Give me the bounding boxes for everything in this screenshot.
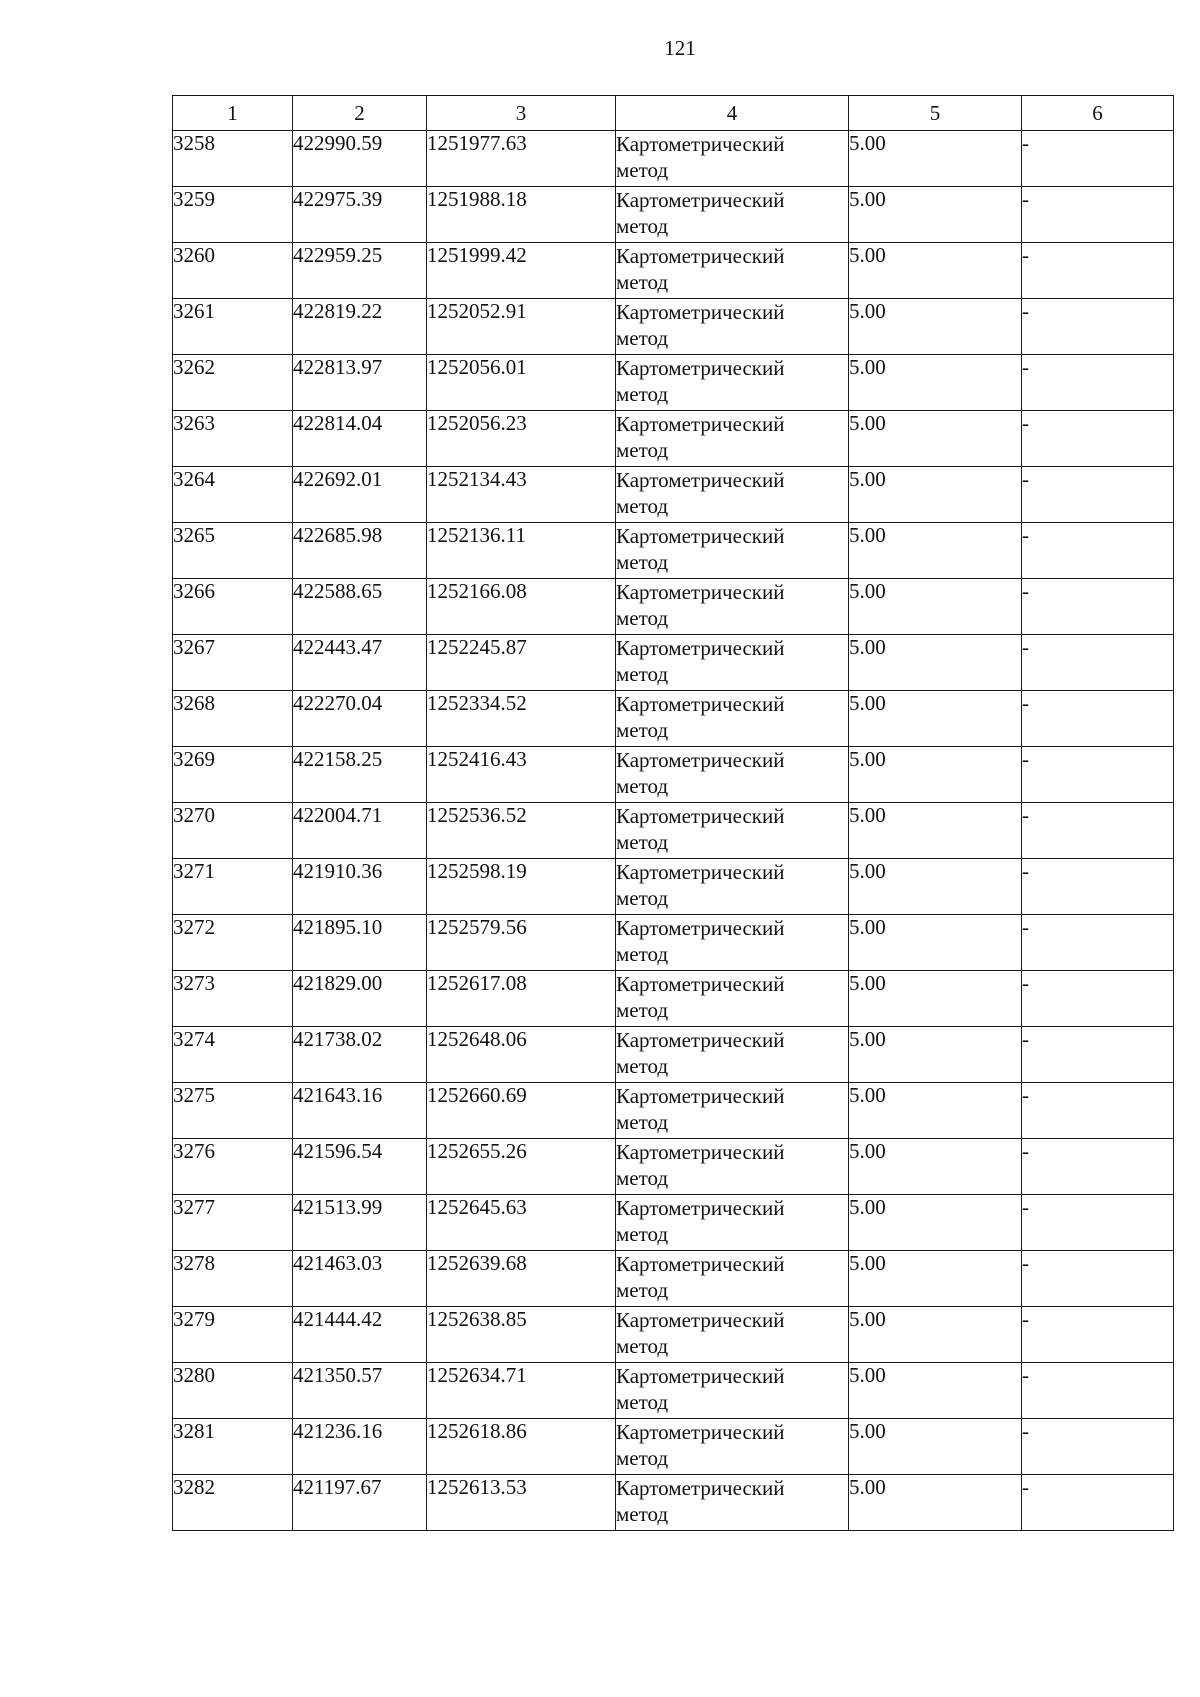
table-row xyxy=(173,1475,1174,1531)
page-number: 121 xyxy=(664,36,696,60)
point-number-cell: 3264 xyxy=(173,467,293,523)
point-number-cell: 3282 xyxy=(173,1475,293,1531)
method-line-2: метод xyxy=(616,1502,669,1526)
note-cell: - xyxy=(1022,131,1174,187)
y-coordinate-cell: 1252136.11 xyxy=(427,523,616,579)
note-cell: - xyxy=(1022,1195,1174,1251)
method-line-1: Картометрический xyxy=(616,1252,785,1276)
accuracy-cell: 5.00 xyxy=(849,1195,1022,1251)
method-line-1: Картометрический xyxy=(616,1308,785,1332)
table-row xyxy=(173,1363,1174,1419)
accuracy-cell: 5.00 xyxy=(849,971,1022,1027)
header-col-3: 3 xyxy=(427,96,616,131)
y-coordinate-cell: 1252536.52 xyxy=(427,803,616,859)
point-number-cell: 3273 xyxy=(173,971,293,1027)
method-line-2: метод xyxy=(616,270,669,294)
accuracy-cell: 5.00 xyxy=(849,355,1022,411)
table-row xyxy=(173,691,1174,747)
x-coordinate-cell: 421197.67 xyxy=(293,1475,427,1531)
x-coordinate-cell: 421829.00 xyxy=(293,971,427,1027)
x-coordinate-cell: 422819.22 xyxy=(293,299,427,355)
method-line-1: Картометрический xyxy=(616,580,785,604)
method-line-1: Картометрический xyxy=(616,692,785,716)
note-cell: - xyxy=(1022,523,1174,579)
method-line-1: Картометрический xyxy=(616,524,785,548)
y-coordinate-cell: 1252334.52 xyxy=(427,691,616,747)
method-line-1: Картометрический xyxy=(616,356,785,380)
method-cell xyxy=(616,1363,849,1419)
method-line-1: Картометрический xyxy=(616,188,785,212)
point-number-cell: 3258 xyxy=(173,131,293,187)
method-line-2: метод xyxy=(616,774,669,798)
method-line-1: Картометрический xyxy=(616,916,785,940)
method-cell xyxy=(616,635,849,691)
method-cell xyxy=(616,467,849,523)
method-line-1: Картометрический xyxy=(616,412,785,436)
method-line-2: метод xyxy=(616,1110,669,1134)
table-row xyxy=(173,579,1174,635)
y-coordinate-cell: 1252056.23 xyxy=(427,411,616,467)
accuracy-cell: 5.00 xyxy=(849,1475,1022,1531)
x-coordinate-cell: 422813.97 xyxy=(293,355,427,411)
note-cell: - xyxy=(1022,635,1174,691)
table-row xyxy=(173,859,1174,915)
method-cell xyxy=(616,299,849,355)
x-coordinate-cell: 422975.39 xyxy=(293,187,427,243)
note-cell: - xyxy=(1022,1307,1174,1363)
note-cell: - xyxy=(1022,579,1174,635)
note-cell: - xyxy=(1022,691,1174,747)
method-cell xyxy=(616,1027,849,1083)
point-number-cell: 3270 xyxy=(173,803,293,859)
method-line-1: Картометрический xyxy=(616,1140,785,1164)
y-coordinate-cell: 1252655.26 xyxy=(427,1139,616,1195)
method-line-2: метод xyxy=(616,1222,669,1246)
method-line-2: метод xyxy=(616,1278,669,1302)
x-coordinate-cell: 421895.10 xyxy=(293,915,427,971)
table-row xyxy=(173,355,1174,411)
accuracy-cell: 5.00 xyxy=(849,131,1022,187)
method-line-2: метод xyxy=(616,1054,669,1078)
x-coordinate-cell: 422959.25 xyxy=(293,243,427,299)
method-line-1: Картометрический xyxy=(616,1420,785,1444)
x-coordinate-cell: 422692.01 xyxy=(293,467,427,523)
y-coordinate-cell: 1252052.91 xyxy=(427,299,616,355)
y-coordinate-cell: 1252634.71 xyxy=(427,1363,616,1419)
note-cell: - xyxy=(1022,467,1174,523)
accuracy-cell: 5.00 xyxy=(849,187,1022,243)
point-number-cell: 3280 xyxy=(173,1363,293,1419)
header-col-6: 6 xyxy=(1022,96,1174,131)
x-coordinate-cell: 421596.54 xyxy=(293,1139,427,1195)
method-line-1: Картометрический xyxy=(616,860,785,884)
point-number-cell: 3277 xyxy=(173,1195,293,1251)
accuracy-cell: 5.00 xyxy=(849,1083,1022,1139)
point-number-cell: 3271 xyxy=(173,859,293,915)
method-line-2: метод xyxy=(616,326,669,350)
x-coordinate-cell: 422814.04 xyxy=(293,411,427,467)
method-line-1: Картометрический xyxy=(616,748,785,772)
y-coordinate-cell: 1251988.18 xyxy=(427,187,616,243)
method-cell xyxy=(616,747,849,803)
method-cell xyxy=(616,1307,849,1363)
note-cell: - xyxy=(1022,411,1174,467)
method-line-1: Картометрический xyxy=(616,132,785,156)
x-coordinate-cell: 422588.65 xyxy=(293,579,427,635)
table-row xyxy=(173,467,1174,523)
method-cell xyxy=(616,1251,849,1307)
y-coordinate-cell: 1252618.86 xyxy=(427,1419,616,1475)
accuracy-cell: 5.00 xyxy=(849,691,1022,747)
point-number-cell: 3259 xyxy=(173,187,293,243)
method-line-1: Картометрический xyxy=(616,1364,785,1388)
method-line-2: метод xyxy=(616,942,669,966)
method-line-1: Картометрический xyxy=(616,300,785,324)
table-row xyxy=(173,1419,1174,1475)
table-row xyxy=(173,1195,1174,1251)
method-cell xyxy=(616,971,849,1027)
y-coordinate-cell: 1252639.68 xyxy=(427,1251,616,1307)
method-cell xyxy=(616,1195,849,1251)
y-coordinate-cell: 1251977.63 xyxy=(427,131,616,187)
x-coordinate-cell: 422990.59 xyxy=(293,131,427,187)
table-row xyxy=(173,131,1174,187)
accuracy-cell: 5.00 xyxy=(849,1027,1022,1083)
accuracy-cell: 5.00 xyxy=(849,859,1022,915)
method-line-1: Картометрический xyxy=(616,244,785,268)
method-line-1: Картометрический xyxy=(616,1196,785,1220)
x-coordinate-cell: 421444.42 xyxy=(293,1307,427,1363)
method-line-2: метод xyxy=(616,606,669,630)
note-cell: - xyxy=(1022,971,1174,1027)
method-line-1: Картометрический xyxy=(616,972,785,996)
method-line-2: метод xyxy=(616,438,669,462)
accuracy-cell: 5.00 xyxy=(849,523,1022,579)
y-coordinate-cell: 1252245.87 xyxy=(427,635,616,691)
y-coordinate-cell: 1252598.19 xyxy=(427,859,616,915)
x-coordinate-cell: 422004.71 xyxy=(293,803,427,859)
table-row xyxy=(173,299,1174,355)
method-cell xyxy=(616,411,849,467)
table-row xyxy=(173,243,1174,299)
note-cell: - xyxy=(1022,1475,1174,1531)
note-cell: - xyxy=(1022,1083,1174,1139)
accuracy-cell: 5.00 xyxy=(849,1139,1022,1195)
method-line-1: Картометрический xyxy=(616,636,785,660)
accuracy-cell: 5.00 xyxy=(849,1307,1022,1363)
method-cell xyxy=(616,691,849,747)
header-col-1: 1 xyxy=(173,96,293,131)
accuracy-cell: 5.00 xyxy=(849,1419,1022,1475)
x-coordinate-cell: 421910.36 xyxy=(293,859,427,915)
method-cell xyxy=(616,803,849,859)
accuracy-cell: 5.00 xyxy=(849,243,1022,299)
method-line-1: Картометрический xyxy=(616,1028,785,1052)
method-line-2: метод xyxy=(616,550,669,574)
method-cell xyxy=(616,579,849,635)
method-line-1: Картометрический xyxy=(616,1084,785,1108)
y-coordinate-cell: 1252613.53 xyxy=(427,1475,616,1531)
table-row xyxy=(173,915,1174,971)
point-number-cell: 3269 xyxy=(173,747,293,803)
method-cell xyxy=(616,187,849,243)
coordinates-table xyxy=(172,95,1174,1531)
method-line-2: метод xyxy=(616,1446,669,1470)
method-line-2: метод xyxy=(616,382,669,406)
method-line-2: метод xyxy=(616,1334,669,1358)
method-cell xyxy=(616,1475,849,1531)
accuracy-cell: 5.00 xyxy=(849,299,1022,355)
table-row xyxy=(173,523,1174,579)
y-coordinate-cell: 1252638.85 xyxy=(427,1307,616,1363)
method-cell xyxy=(616,131,849,187)
note-cell: - xyxy=(1022,355,1174,411)
note-cell: - xyxy=(1022,1139,1174,1195)
point-number-cell: 3260 xyxy=(173,243,293,299)
method-line-2: метод xyxy=(616,886,669,910)
x-coordinate-cell: 422158.25 xyxy=(293,747,427,803)
header-col-5: 5 xyxy=(849,96,1022,131)
point-number-cell: 3279 xyxy=(173,1307,293,1363)
x-coordinate-cell: 421513.99 xyxy=(293,1195,427,1251)
note-cell: - xyxy=(1022,1027,1174,1083)
x-coordinate-cell: 421350.57 xyxy=(293,1363,427,1419)
accuracy-cell: 5.00 xyxy=(849,915,1022,971)
y-coordinate-cell: 1252056.01 xyxy=(427,355,616,411)
method-line-2: метод xyxy=(616,998,669,1022)
table-row xyxy=(173,1251,1174,1307)
method-line-2: метод xyxy=(616,718,669,742)
point-number-cell: 3266 xyxy=(173,579,293,635)
table-row xyxy=(173,1083,1174,1139)
note-cell: - xyxy=(1022,299,1174,355)
note-cell: - xyxy=(1022,243,1174,299)
table-header xyxy=(173,96,1174,131)
method-line-1: Картометрический xyxy=(616,468,785,492)
note-cell: - xyxy=(1022,747,1174,803)
table-row xyxy=(173,803,1174,859)
note-cell: - xyxy=(1022,1251,1174,1307)
header-row xyxy=(173,96,1174,131)
note-cell: - xyxy=(1022,1419,1174,1475)
y-coordinate-cell: 1251999.42 xyxy=(427,243,616,299)
point-number-cell: 3265 xyxy=(173,523,293,579)
accuracy-cell: 5.00 xyxy=(849,579,1022,635)
method-line-2: метод xyxy=(616,662,669,686)
y-coordinate-cell: 1252416.43 xyxy=(427,747,616,803)
method-line-1: Картометрический xyxy=(616,1476,785,1500)
method-line-1: Картометрический xyxy=(616,804,785,828)
point-number-cell: 3267 xyxy=(173,635,293,691)
method-cell xyxy=(616,1139,849,1195)
table-body xyxy=(173,131,1174,1531)
method-line-2: метод xyxy=(616,830,669,854)
table-row xyxy=(173,971,1174,1027)
header-col-4: 4 xyxy=(616,96,849,131)
point-number-cell: 3275 xyxy=(173,1083,293,1139)
point-number-cell: 3272 xyxy=(173,915,293,971)
header-col-2: 2 xyxy=(293,96,427,131)
table-row xyxy=(173,635,1174,691)
note-cell: - xyxy=(1022,915,1174,971)
x-coordinate-cell: 422685.98 xyxy=(293,523,427,579)
method-cell xyxy=(616,1083,849,1139)
method-cell xyxy=(616,243,849,299)
table-row xyxy=(173,1307,1174,1363)
method-cell xyxy=(616,915,849,971)
x-coordinate-cell: 421236.16 xyxy=(293,1419,427,1475)
x-coordinate-cell: 422443.47 xyxy=(293,635,427,691)
note-cell: - xyxy=(1022,859,1174,915)
method-line-2: метод xyxy=(616,214,669,238)
accuracy-cell: 5.00 xyxy=(849,467,1022,523)
method-line-2: метод xyxy=(616,1166,669,1190)
point-number-cell: 3274 xyxy=(173,1027,293,1083)
accuracy-cell: 5.00 xyxy=(849,747,1022,803)
point-number-cell: 3268 xyxy=(173,691,293,747)
y-coordinate-cell: 1252134.43 xyxy=(427,467,616,523)
point-number-cell: 3278 xyxy=(173,1251,293,1307)
point-number-cell: 3261 xyxy=(173,299,293,355)
x-coordinate-cell: 421643.16 xyxy=(293,1083,427,1139)
method-cell xyxy=(616,1419,849,1475)
table-row xyxy=(173,411,1174,467)
note-cell: - xyxy=(1022,1363,1174,1419)
point-number-cell: 3263 xyxy=(173,411,293,467)
y-coordinate-cell: 1252579.56 xyxy=(427,915,616,971)
method-cell xyxy=(616,859,849,915)
x-coordinate-cell: 422270.04 xyxy=(293,691,427,747)
point-number-cell: 3276 xyxy=(173,1139,293,1195)
accuracy-cell: 5.00 xyxy=(849,411,1022,467)
method-line-2: метод xyxy=(616,494,669,518)
accuracy-cell: 5.00 xyxy=(849,1251,1022,1307)
y-coordinate-cell: 1252660.69 xyxy=(427,1083,616,1139)
table-row xyxy=(173,187,1174,243)
table-row xyxy=(173,1139,1174,1195)
note-cell: - xyxy=(1022,187,1174,243)
method-line-2: метод xyxy=(616,158,669,182)
x-coordinate-cell: 421463.03 xyxy=(293,1251,427,1307)
y-coordinate-cell: 1252648.06 xyxy=(427,1027,616,1083)
note-cell: - xyxy=(1022,803,1174,859)
y-coordinate-cell: 1252166.08 xyxy=(427,579,616,635)
accuracy-cell: 5.00 xyxy=(849,635,1022,691)
point-number-cell: 3262 xyxy=(173,355,293,411)
method-line-2: метод xyxy=(616,1390,669,1414)
x-coordinate-cell: 421738.02 xyxy=(293,1027,427,1083)
table-row xyxy=(173,1027,1174,1083)
accuracy-cell: 5.00 xyxy=(849,803,1022,859)
accuracy-cell: 5.00 xyxy=(849,1363,1022,1419)
method-cell xyxy=(616,355,849,411)
point-number-cell: 3281 xyxy=(173,1419,293,1475)
table-row xyxy=(173,747,1174,803)
y-coordinate-cell: 1252617.08 xyxy=(427,971,616,1027)
method-cell xyxy=(616,523,849,579)
y-coordinate-cell: 1252645.63 xyxy=(427,1195,616,1251)
